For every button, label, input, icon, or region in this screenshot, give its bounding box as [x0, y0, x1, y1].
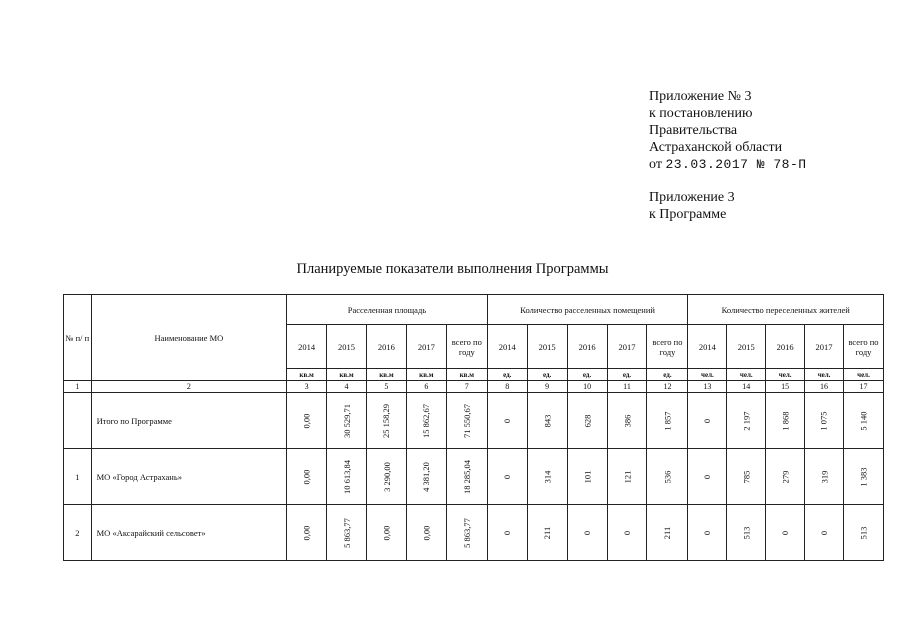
residents-value-cell: [688, 505, 727, 561]
year-header: 2016: [766, 325, 805, 369]
premises-value-cell: [527, 449, 567, 505]
index-cell: 7: [446, 381, 487, 393]
index-cell: 13: [688, 381, 727, 393]
premises-value: 101: [582, 470, 593, 483]
decree-date-number: 23.03.2017 № 78-П: [665, 157, 807, 172]
unit-cell: ед.: [647, 369, 688, 381]
residents-value: 319: [819, 470, 830, 483]
group-header-residents: Количество переселенных жителей: [688, 295, 884, 325]
premises-value: 211: [542, 526, 553, 539]
table-row: [64, 393, 884, 449]
appendix-number: Приложение № 3: [649, 89, 752, 104]
index-cell: 10: [567, 381, 607, 393]
residents-value-cell: [844, 393, 884, 449]
municipality-name: Итого по Программе: [91, 393, 287, 449]
table-header-groups: [64, 295, 884, 325]
residents-value: 785: [741, 470, 752, 483]
index-cell: 16: [805, 381, 844, 393]
area-value-cell: [446, 505, 487, 561]
premises-value: 1 857: [662, 410, 673, 431]
unit-cell: кв.м: [406, 369, 446, 381]
year-header-total: всего по году: [446, 325, 487, 369]
area-value: 5 863,77: [341, 517, 352, 548]
table-row: [64, 505, 884, 561]
area-value: 5 863,77: [461, 517, 472, 548]
year-header: 2014: [688, 325, 727, 369]
index-cell: 5: [366, 381, 406, 393]
unit-cell: ед.: [607, 369, 647, 381]
residents-value-cell: [766, 505, 805, 561]
residents-value-cell: [844, 449, 884, 505]
col-header-num: № п/ п: [64, 295, 92, 381]
premises-value: 0: [502, 530, 513, 535]
unit-cell: чел.: [844, 369, 884, 381]
program-appendix-ref: к Программе: [649, 207, 727, 222]
index-cell: 17: [844, 381, 884, 393]
premises-value: 536: [662, 470, 673, 483]
area-value-cell: [366, 393, 406, 449]
premises-value: 843: [542, 414, 553, 427]
area-value: 0,00: [381, 525, 392, 540]
group-header-area: Расселенная площадь: [287, 295, 488, 325]
year-header: 2014: [487, 325, 527, 369]
area-value: 0,00: [421, 525, 432, 540]
year-header: 2016: [366, 325, 406, 369]
residents-value-cell: [727, 449, 766, 505]
premises-value: 0: [502, 418, 513, 423]
residents-value-cell: [844, 505, 884, 561]
residents-value: 0: [702, 418, 713, 423]
appendix-header: [649, 88, 807, 223]
table-index-row: [64, 381, 884, 393]
premises-value-cell: [527, 505, 567, 561]
appendix-government-line: Правительства: [649, 123, 738, 138]
premises-value: 0: [622, 530, 632, 535]
area-value-cell: [406, 505, 446, 561]
municipality-name: МО «Город Астрахань»: [91, 449, 287, 505]
row-number: 1: [64, 449, 92, 505]
residents-value: 1 868: [780, 410, 791, 431]
residents-value-cell: [766, 449, 805, 505]
appendix-region-line: Астраханской области: [649, 140, 783, 155]
area-value: 0,00: [301, 525, 312, 540]
premises-value: 121: [622, 470, 632, 483]
program-appendix-number: Приложение 3: [649, 190, 735, 205]
index-cell: 8: [487, 381, 527, 393]
year-header: 2016: [567, 325, 607, 369]
premises-value-cell: [567, 393, 607, 449]
residents-value: 279: [780, 470, 791, 483]
unit-cell: кв.м: [366, 369, 406, 381]
area-value-cell: [327, 393, 367, 449]
index-cell: 6: [406, 381, 446, 393]
unit-cell: чел.: [766, 369, 805, 381]
unit-cell: чел.: [805, 369, 844, 381]
year-header-total: всего по году: [647, 325, 688, 369]
area-value: 30 529,71: [341, 403, 352, 438]
residents-value: 1 383: [858, 466, 869, 487]
index-cell: 9: [527, 381, 567, 393]
residents-value: 1 075: [819, 410, 830, 431]
col-header-name: Наименование МО: [91, 295, 287, 381]
premises-value: 628: [582, 414, 593, 427]
residents-value-cell: [727, 393, 766, 449]
premises-value-cell: [527, 393, 567, 449]
group-header-premises: Количество расселенных помещений: [487, 295, 688, 325]
residents-value-cell: [727, 505, 766, 561]
table-row: [64, 449, 884, 505]
area-value-cell: [327, 449, 367, 505]
premises-value-cell: [607, 449, 647, 505]
area-value: 0,00: [301, 413, 312, 428]
residents-value: 0: [819, 530, 830, 535]
area-value: 4 381,20: [421, 461, 432, 492]
index-cell: 15: [766, 381, 805, 393]
index-cell: 3: [287, 381, 327, 393]
premises-value-cell: [607, 393, 647, 449]
residents-value-cell: [805, 449, 844, 505]
premises-value: 386: [622, 414, 632, 427]
premises-value: 0: [582, 530, 593, 535]
area-value-cell: [446, 393, 487, 449]
area-value: 15 862,67: [421, 403, 432, 438]
index-cell: 12: [647, 381, 688, 393]
index-cell: 14: [727, 381, 766, 393]
appendix-date-line: [649, 156, 807, 173]
area-value-cell: [406, 393, 446, 449]
document-title: Планируемые показатели выполнения Программы: [296, 261, 609, 277]
premises-value-cell: [567, 449, 607, 505]
residents-value: 513: [741, 526, 752, 539]
premises-value-cell: [647, 393, 688, 449]
index-cell: 1: [64, 381, 92, 393]
residents-value: 2 197: [741, 410, 752, 431]
residents-value: 0: [780, 530, 791, 535]
year-header: 2017: [805, 325, 844, 369]
index-cell: 4: [327, 381, 367, 393]
residents-value-cell: [766, 393, 805, 449]
unit-cell: ед.: [567, 369, 607, 381]
appendix-decree-line: к постановлению: [649, 106, 753, 121]
premises-value-cell: [647, 505, 688, 561]
premises-value-cell: [487, 505, 527, 561]
area-value-cell: [366, 505, 406, 561]
row-number: 2: [64, 505, 92, 561]
municipality-name: МО «Аксарайский сельсовет»: [91, 505, 287, 561]
area-value: 0,00: [301, 469, 312, 484]
year-header-total: всего по году: [844, 325, 884, 369]
area-value: 71 550,67: [461, 403, 472, 438]
premises-value-cell: [567, 505, 607, 561]
residents-value-cell: [805, 393, 844, 449]
unit-cell: чел.: [727, 369, 766, 381]
year-header: 2014: [287, 325, 327, 369]
area-value-cell: [446, 449, 487, 505]
residents-value-cell: [688, 393, 727, 449]
unit-cell: чел.: [688, 369, 727, 381]
area-value-cell: [406, 449, 446, 505]
date-prefix: от: [649, 157, 662, 172]
area-value: 18 285,04: [461, 459, 472, 494]
premises-value-cell: [487, 393, 527, 449]
year-header: 2017: [406, 325, 446, 369]
index-cell: 2: [91, 381, 287, 393]
residents-value: 5 140: [858, 410, 869, 431]
premises-value-cell: [607, 505, 647, 561]
area-value: 3 290,00: [381, 461, 392, 492]
premises-value: 211: [662, 526, 673, 539]
unit-cell: кв.м: [287, 369, 327, 381]
area-value: 10 613,84: [341, 459, 352, 494]
premises-value-cell: [647, 449, 688, 505]
premises-value: 314: [542, 470, 553, 483]
year-header: 2015: [327, 325, 367, 369]
residents-value-cell: [805, 505, 844, 561]
residents-value: 0: [702, 474, 713, 479]
area-value-cell: [327, 505, 367, 561]
residents-value: 513: [858, 526, 869, 539]
year-header: 2015: [527, 325, 567, 369]
area-value-cell: [287, 393, 327, 449]
area-value-cell: [287, 505, 327, 561]
area-value-cell: [287, 449, 327, 505]
row-number: [64, 393, 92, 449]
year-header: 2017: [607, 325, 647, 369]
area-value-cell: [366, 449, 406, 505]
unit-cell: кв.м: [327, 369, 367, 381]
year-header: 2015: [727, 325, 766, 369]
area-value: 25 158,29: [381, 403, 392, 438]
index-cell: 11: [607, 381, 647, 393]
residents-value-cell: [688, 449, 727, 505]
premises-value: 0: [502, 474, 513, 479]
premises-value-cell: [487, 449, 527, 505]
unit-cell: кв.м: [446, 369, 487, 381]
unit-cell: ед.: [527, 369, 567, 381]
indicators-table: [63, 294, 884, 561]
unit-cell: ед.: [487, 369, 527, 381]
residents-value: 0: [702, 530, 713, 535]
